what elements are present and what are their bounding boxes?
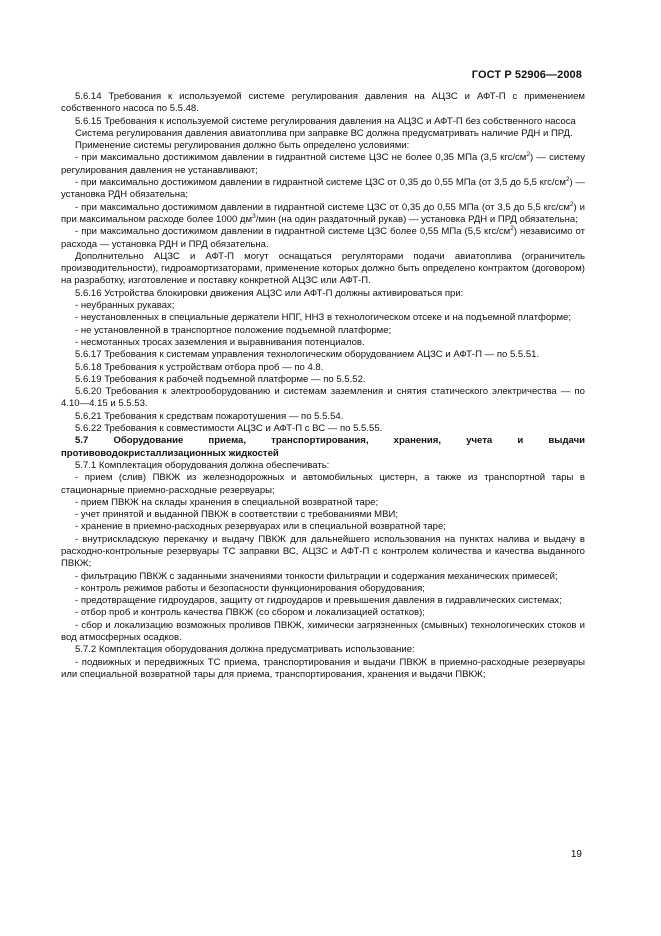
document-code-header: ГОСТ Р 52906—2008	[471, 69, 582, 81]
paragraph: 5.7.1 Комплектация оборудования должна обеспечивать:	[75, 459, 330, 471]
paragraph: Система регулирования давления авиатоплива при заправке ВС должна предусматривать наличие РДН и ПРД.	[75, 127, 573, 139]
list-item: - подвижных и передвижных ТС приема, транспортирования и выдачи ПВКЖ в приемно-расходные резервуары или специальной возвратной тары для приема, транспортирования, хранения и выдачи ПВКЖ;	[61, 656, 585, 680]
paragraph: 5.6.20 Требования к электрооборудованию и системам заземления и снятия статического электричества — по 4.10—4.15 и 5.5.53.	[61, 386, 585, 410]
paragraph: 5.6.17 Требования к системам управления технологическим оборудованием АЦЗС и АФТ-П — по 5.5.51.	[75, 349, 540, 361]
list-item: - фильтрацию ПВКЖ с заданными значениями тонкости фильтрации и содержания механических примесей;	[75, 570, 558, 582]
paragraph: 5.6.18 Требования к устройствам отбора проб — по 4.8.	[75, 361, 324, 373]
paragraph: 5.7.2 Комплектация оборудования должна предусматривать использование:	[75, 644, 415, 656]
list-item: - при максимально достижимом давлении в гидрантной системе ЦЗС более 0,55 МПа (5,5 кгс/$см^2$) независимо от расхода — установка РДН и ПРД обязательна.	[61, 225, 585, 250]
list-item: - прием ПВКЖ на склады хранения в специальной возвратной таре;	[75, 496, 379, 508]
list-item: - при максимально достижимом давлении в гидрантной системе ЦЗС не более 0,35 МПа (3,5 кгс/$см^2$) — систему регулирования давления не устанавливают;	[61, 151, 585, 176]
paragraph: 5.6.19 Требования к рабочей подъемной платформе — по 5.5.52.	[75, 373, 366, 385]
list-item: - неубранных рукавах;	[75, 300, 175, 312]
list-item: - отбор проб и контроль качества ПВКЖ (со сбором и локализацией остатков);	[75, 607, 425, 619]
paragraph: Применение системы регулирования должно быть определено условиями:	[75, 140, 410, 152]
paragraph: 5.6.21 Требования к средствам пожаротушения — по 5.5.54.	[75, 410, 344, 422]
list-item: - хранение в приемно-расходных резервуарах или в специальной возвратной таре;	[75, 521, 446, 533]
list-item: - при максимально достижимом давлении в гидрантной системе ЦЗС от 0,35 до 0,55 МПа (от 3,5 до 5,5 кгс/$см^2$) и при максимальном расходе более 1000 $дм^3$/мин (на один раздаточный рукав) — установка РДН и ПРД обязательна;	[61, 200, 585, 225]
list-item: - контроль режимов работы и безопасности функционирования оборудования;	[75, 582, 425, 594]
paragraph: 5.6.16 Устройства блокировки движения АЦЗС или АФТ-П должны активироваться при:	[75, 287, 464, 299]
list-item: - при максимально достижимом давлении в гидрантной системе ЦЗС от 0,35 до 0,55 МПа (от 3,5 до 5,5 кгс/$см^2$) — установка РДН обязательна;	[61, 175, 585, 201]
list-item: - учет принятой и выданной ПВКЖ в соответствии с требованиями МВИ;	[75, 509, 398, 521]
paragraph: Дополнительно АЦЗС и АФТ-П могут оснащаться регуляторами подачи авиатоплива (ограничитель производительности), гидроамортизаторами, применение которых должно быть определено контрактом (договором) на разработку, изготовление и поставку конкретной АЦЗС или АФТ-П.	[61, 250, 585, 287]
section-heading: 5.7 Оборудование приема, транспортирования, хранения, учета и выдачи противоводокристаллизационных жидкостей	[61, 435, 585, 459]
page-number: 19	[570, 849, 582, 860]
list-item: - не установленной в транспортное положение подъемной платформе;	[75, 324, 392, 336]
paragraph: 5.6.15 Требования к используемой системе регулирования давления на АЦЗС и АФТ-П без собственного насоса	[75, 115, 576, 127]
list-item: - прием (слив) ПВКЖ из железнодорожных и автомобильных цистерн, а также из транспортной тары в стационарные приемно-расходные резервуары;	[61, 472, 585, 496]
list-item: - неустановленных в специальные держатели НПГ, ННЗ в технологическом отсеке и на подъемной платформе;	[75, 312, 572, 324]
list-item: - несмотанных тросах заземления и выравнивания потенциалов.	[75, 336, 365, 348]
list-item: - предотвращение гидроударов, защиту от гидроударов и превышения давления в гидравлических системах;	[75, 595, 562, 607]
document-body	[61, 91, 585, 681]
paragraph: 5.6.14 Требования к используемой системе регулирования давления на АЦЗС и АФТ-П с применением собственного насоса по 5.5.48.	[61, 91, 585, 115]
paragraph: 5.6.22 Требования к совместимости АЦЗС и АФТ-П с ВС — по 5.5.55.	[75, 423, 383, 435]
list-item: - сбор и локализацию возможных проливов ПВКЖ, химически загрязненных (смывных) технологических стоков и вод атмосферных осадков.	[61, 619, 585, 644]
list-item: - внутрискладскую перекачку и выдачу ПВКЖ для дальнейшего использования на пунктах налива и выдачу в расходно-контрольные резервуары ТС заправки ВС, АЦЗС и АФТ-П с контролем количества и качества выданного ПВКЖ;	[61, 533, 585, 570]
